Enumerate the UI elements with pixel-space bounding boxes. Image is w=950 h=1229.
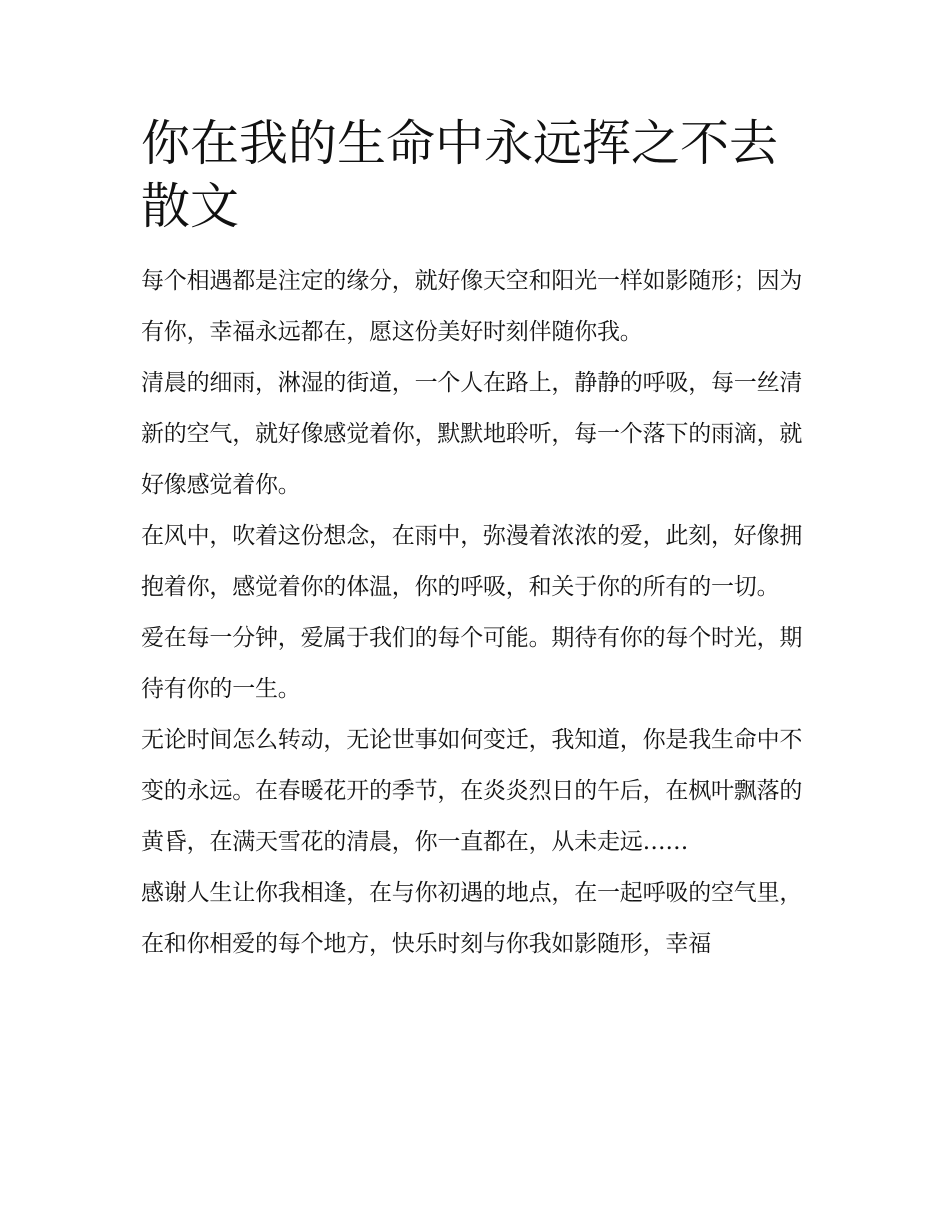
document-body xyxy=(141,112,813,970)
paragraph: 每个相遇都是注定的缘分，就好像天空和阳光一样如影随形；因为有你，幸福永远都在，愿这份美好时刻伴随你我。 xyxy=(141,268,803,345)
paragraph: 无论时间怎么转动，无论世事如何变迁，我知道，你是我生命中不变的永远。在春暖花开的季节，在炎炎烈日的午后，在枫叶飘落的黄昏，在满天雪花的清晨，你一直都在，从未走远…… xyxy=(141,727,803,855)
paragraph: 感谢人生让你我相逢，在与你初遇的地点，在一起呼吸的空气里，在和你相爱的每个地方，快乐时刻与你我如影随形，幸福 xyxy=(141,880,803,957)
paragraph: 清晨的细雨，淋湿的街道，一个人在路上，静静的呼吸，每一丝清新的空气，就好像感觉着你，默默地聆听，每一个落下的雨滴，就好像感觉着你。 xyxy=(141,370,803,498)
paragraph: 爱在每一分钟，爱属于我们的每个可能。期待有你的每个时光，期待有你的一生。 xyxy=(141,625,803,702)
paragraph: 在风中，吹着这份想念，在雨中，弥漫着浓浓的爱，此刻，好像拥抱着你，感觉着你的体温，你的呼吸，和关于你的所有的一切。 xyxy=(141,523,803,600)
document-title: 你在我的生命中永远挥之不去散文 xyxy=(141,115,779,235)
